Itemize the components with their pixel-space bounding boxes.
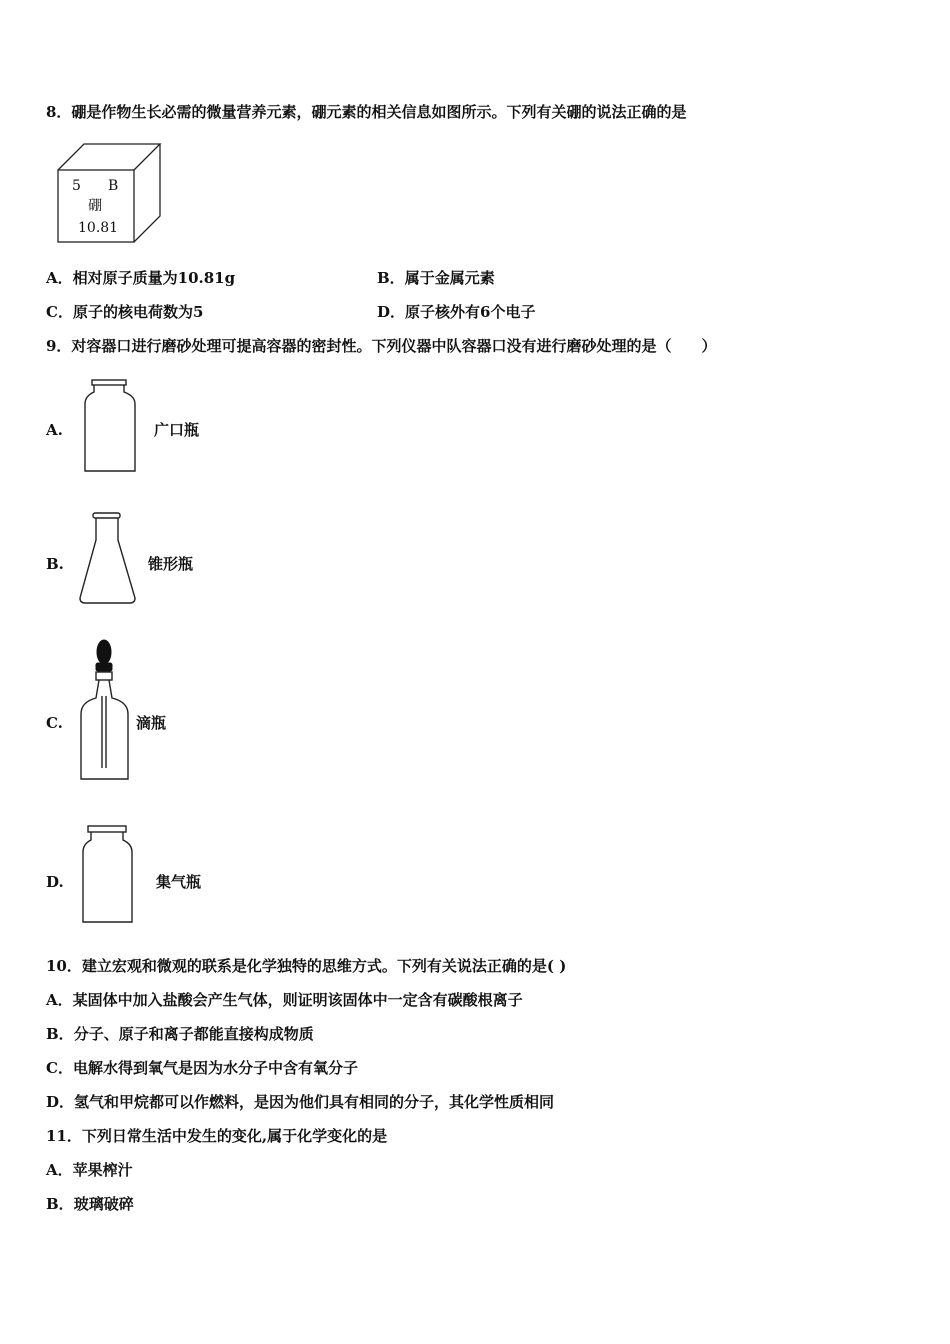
conical-flask-icon bbox=[76, 510, 146, 610]
option-text: 苹果榨汁 bbox=[72, 1161, 133, 1179]
option-text: 分子、原子和离子都能直接构成物质 bbox=[73, 1025, 314, 1043]
boron-element-tile bbox=[52, 140, 172, 250]
option-letter: C． bbox=[46, 1059, 73, 1077]
tile-symbol: B bbox=[108, 178, 119, 194]
q9-option-a-letter: A. bbox=[46, 421, 63, 439]
q10-option-a bbox=[46, 990, 523, 1010]
dropper-bottle-icon bbox=[78, 636, 148, 786]
q10-option-d bbox=[46, 1092, 554, 1112]
option-text: 某固体中加入盐酸会产生气体，则证明该固体中一定含有碳酸根离子 bbox=[72, 991, 523, 1009]
tile-name: 硼 bbox=[88, 198, 102, 214]
q9-option-b-label: 锥形瓶 bbox=[148, 555, 194, 573]
q9-stem: 9．对容器口进行磨砂处理可提高容器的密封性。下列仪器中队容器口没有进行磨砂处理的是（ ） bbox=[46, 337, 717, 355]
q10-option-c bbox=[46, 1058, 358, 1078]
q8-option-d bbox=[377, 302, 535, 322]
q10-stem: 10．建立宏观和微观的联系是化学独特的思维方式。下列有关说法正确的是( ) bbox=[46, 957, 567, 975]
option-letter: B． bbox=[46, 1025, 74, 1043]
q8-option-c bbox=[46, 302, 203, 322]
q9-option-c-label: 滴瓶 bbox=[136, 714, 167, 732]
tile-atomic-number: 5 bbox=[72, 178, 81, 194]
option-text: 氢气和甲烷都可以作燃料，是因为他们具有相同的分子，其化学性质相同 bbox=[74, 1093, 555, 1111]
option-text: 原子核外有6个电子 bbox=[405, 303, 536, 321]
option-letter: C． bbox=[46, 303, 73, 321]
q9-option-c-letter: C. bbox=[46, 714, 63, 732]
q10-option-b bbox=[46, 1024, 314, 1044]
option-letter: A． bbox=[46, 1161, 73, 1179]
q11-option-b bbox=[46, 1194, 134, 1214]
option-letter: B． bbox=[46, 1195, 74, 1213]
option-letter: D． bbox=[377, 303, 406, 321]
q9-option-a-label: 广口瓶 bbox=[154, 421, 200, 439]
q8-option-b bbox=[377, 268, 495, 288]
q8-option-a bbox=[46, 268, 235, 288]
gas-collecting-bottle-icon bbox=[80, 824, 140, 929]
option-letter: D． bbox=[46, 1093, 75, 1111]
q11-option-a bbox=[46, 1160, 133, 1180]
q9-option-b-letter: B. bbox=[46, 555, 64, 573]
option-letter: A． bbox=[46, 991, 73, 1009]
wide-mouth-bottle-icon bbox=[82, 378, 142, 478]
option-text: 原子的核电荷数为5 bbox=[72, 303, 204, 321]
tile-mass: 10.81 bbox=[78, 220, 119, 236]
q8-stem: 8．硼是作物生长必需的微量营养元素，硼元素的相关信息如图所示。下列有关硼的说法正确的是 bbox=[46, 103, 687, 121]
option-letter: B． bbox=[377, 269, 405, 287]
option-text: 相对原子质量为10.81g bbox=[72, 269, 236, 287]
option-letter: A． bbox=[46, 269, 73, 287]
q9-option-d-letter: D. bbox=[46, 873, 64, 891]
option-text: 玻璃破碎 bbox=[73, 1195, 134, 1213]
q11-stem: 11．下列日常生活中发生的变化,属于化学变化的是 bbox=[46, 1127, 388, 1145]
q9-option-d-label: 集气瓶 bbox=[156, 873, 202, 891]
option-text: 属于金属元素 bbox=[404, 269, 495, 287]
option-text: 电解水得到氧气是因为水分子中含有氧分子 bbox=[72, 1059, 358, 1077]
